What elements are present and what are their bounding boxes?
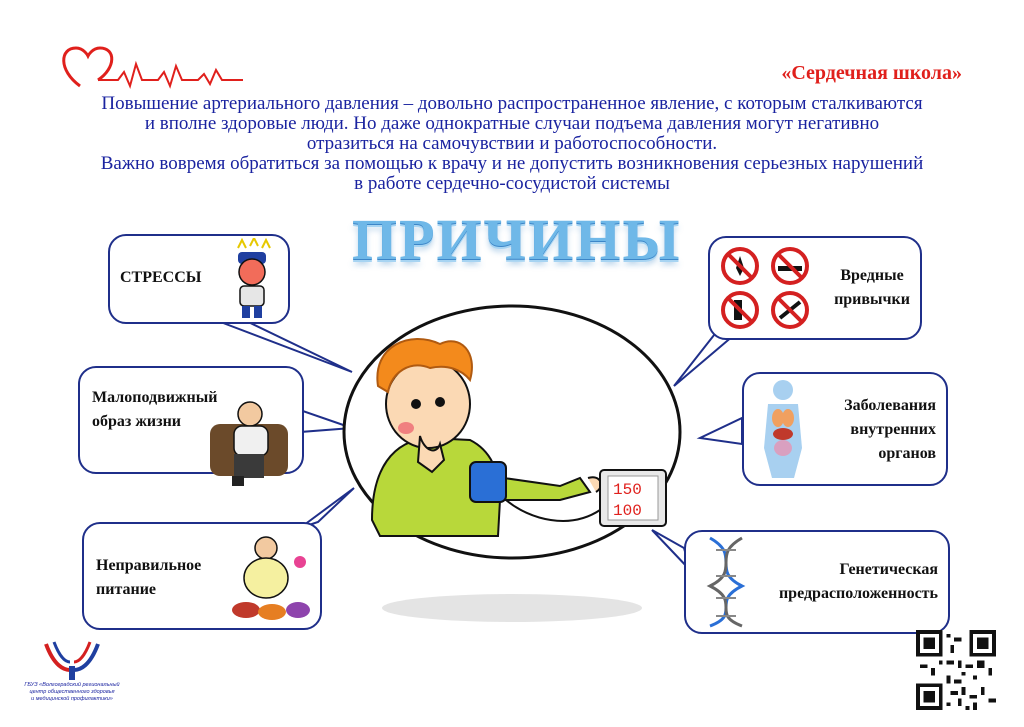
no-drugs-icon: [723, 249, 757, 283]
armchair-person-icon: [206, 396, 292, 490]
qr-code-icon: [916, 630, 996, 710]
cause-nutrition-label: [96, 554, 201, 602]
bubble-sedentary: [78, 366, 304, 474]
intro-line: отразиться на самочувствии и работоспособности.: [306, 133, 718, 154]
cause-stress-label: СТРЕССЫ: [120, 269, 202, 286]
page-title: ПРИЧИНЫ: [352, 207, 682, 272]
school-label: «Сердечная школа»: [781, 62, 962, 84]
no-smoking-icon: [773, 249, 807, 283]
no-injection-icon: [773, 293, 807, 327]
bubble-nutrition: [82, 522, 322, 630]
no-alcohol-icon: [723, 293, 757, 327]
bubble-stress: [108, 234, 290, 324]
internal-organs-icon: [758, 378, 808, 480]
ellipse-shadow: [382, 594, 642, 622]
bubble-genetic: [684, 530, 950, 634]
cause-organs-line: органов: [878, 445, 936, 462]
cause-habits-line: привычки: [834, 291, 910, 308]
cause-genetic-line: Генетическая: [839, 561, 938, 578]
prohibition-signs-icon: [716, 246, 816, 332]
pointer-stress: [210, 318, 352, 372]
cause-organs-line: Заболевания: [844, 397, 936, 414]
cause-nutrition-line: Неправильное: [96, 557, 202, 574]
cause-genetic-label: [779, 558, 938, 606]
bubble-habits: [708, 236, 922, 340]
cause-sedentary-label: [92, 386, 217, 434]
intro-line: Повышение артериального давления – довольно распространенное явление, с которым сталкиваются: [101, 93, 923, 114]
stressed-person-icon: [224, 238, 280, 320]
diastolic-readout: 100: [613, 502, 642, 520]
org-name: [24, 682, 120, 703]
cause-nutrition-line: питание: [96, 581, 157, 598]
cause-organs-label: [844, 394, 936, 466]
bubble-organs: [742, 372, 948, 486]
intro-line: и вполне здоровые люди. Но даже однократные случаи подъема давления могут негативно: [144, 113, 880, 134]
org-name-line: центр общественного здоровья: [29, 689, 115, 695]
cause-habits-line: Вредные: [840, 267, 904, 284]
cause-habits-label: [834, 264, 910, 312]
org-logo: [40, 636, 104, 680]
cause-sedentary-line: образ жизни: [92, 413, 182, 430]
cause-sedentary-line: Малоподвижный: [92, 389, 218, 406]
org-name-line: ГБУЗ «Волгоградский региональный: [24, 682, 120, 688]
cause-organs-line: внутренних: [850, 421, 936, 438]
org-name-line: и медицинской профилактики»: [31, 696, 113, 702]
intro-line: Важно вовремя обратиться за помощью к врачу и не допустить возникновения серьезных нарушений: [100, 153, 924, 174]
systolic-readout: 150: [613, 481, 642, 499]
dna-icon: [700, 536, 752, 628]
pointer-organs: [700, 418, 742, 444]
cause-genetic-line: предрасположенность: [778, 585, 938, 602]
overeating-person-icon: [226, 532, 316, 624]
intro-line: в работе сердечно-сосудистой системы: [354, 173, 670, 194]
